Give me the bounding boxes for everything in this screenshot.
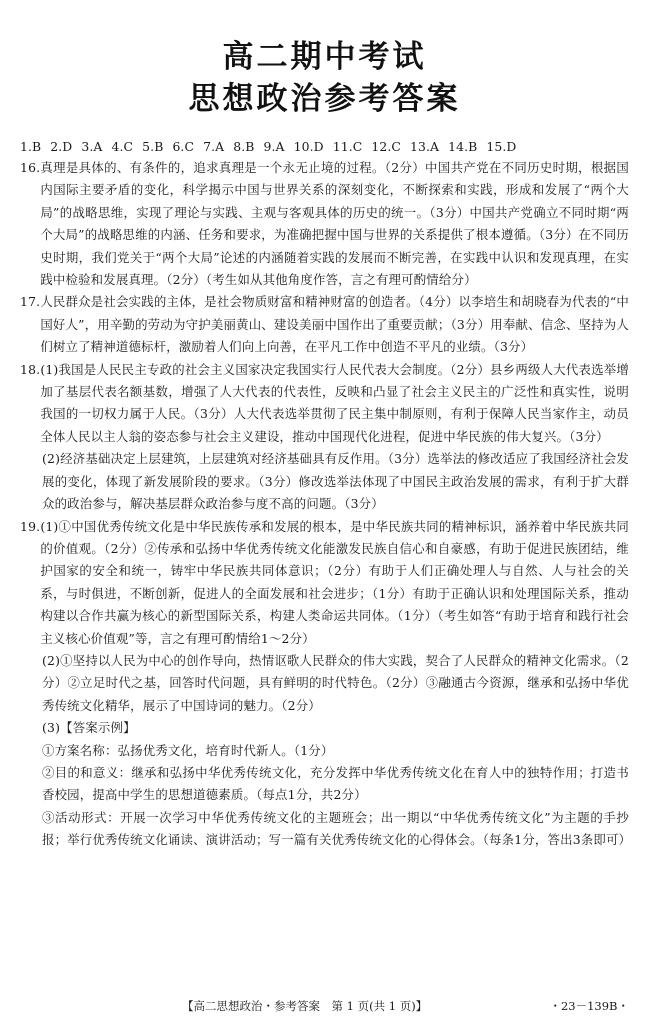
choice-answer: 11.C bbox=[332, 139, 363, 154]
question-19-part1: (1)①中国优秀传统文化是中华民族传承和发展的根本，是中华民族共同的精神标识，涵养着中华民族共同的价值观。（2分）②传承和弘扬中华优秀传统文化能激发民族自信心和自豪感，有助于促进民族团结，维护国家的安全和统一，铸牢中华民族共同体意识；（2分）有助于人们正确处理人与自然、人与社会的关系，与时俱进，不断创新，促进人的全面发展和社会进步；（1分）有助于正确认识和处理国际关系，推动构建以合作共赢为核心的新型国际关系，构建人类命运共同体。（1分）（考生如答“有助于培育和践行社会主义核心价值观”等，言之有理可酌情给1～2分） bbox=[40, 518, 629, 646]
question-17-answer: 人民群众是社会实践的主体，是社会物质财富和精神财富的创造者。（4分）以李培生和胡晓春为代表的“中国好人”，用辛勤的劳动为守护美丽黄山、建设美丽中国作出了重要贡献；（3分）用奉献、信念、坚持为人们树立了精神道德标杆，激励着人们向上向善，在平凡工作中创造不平凡的业绩。（3分） bbox=[40, 294, 629, 355]
choice-answer: 1.B bbox=[20, 139, 42, 154]
choice-answer: 8.B bbox=[233, 139, 255, 154]
choice-answer: 3.A bbox=[81, 139, 103, 154]
question-19-item1: ①方案名称：弘扬优秀文化，培育时代新人。（1分） bbox=[42, 742, 334, 758]
question-18-part1: (1)我国是人民民主专政的社会主义国家决定我国实行人民代表大会制度。（2分）县乡两级人大代表选举增加了基层代表名额基数，增强了人大代表的代表性，反映和凸显了社会主义民主的广泛性和真实性，说明我国的一切权力属于人民。（3分）人大代表选举贯彻了民主集中制原则，有利于保障人民当家作主，动员全体人民以主人翁的姿态参与社会主义建设，推动中国现代化进程，促进中华民族的伟大复兴。（3分） bbox=[40, 361, 629, 444]
answer-body bbox=[20, 157, 632, 852]
choice-answer: 9.A bbox=[263, 139, 285, 154]
choice-answer: 5.B bbox=[142, 139, 164, 154]
choice-answer: 15.D bbox=[486, 139, 517, 154]
question-19 bbox=[20, 516, 629, 650]
question-number: 19. bbox=[20, 518, 41, 534]
question-number: 17. bbox=[20, 294, 41, 310]
choice-answer: 2.D bbox=[50, 139, 73, 154]
choice-answer: 10.D bbox=[293, 139, 324, 154]
choice-answer: 6.C bbox=[172, 139, 195, 154]
footer-page-info: 【高二思想政治・参考答案 第 1 页(共 1 页)】 bbox=[182, 999, 428, 1013]
choice-answer: 13.A bbox=[410, 139, 440, 154]
question-18 bbox=[20, 359, 629, 449]
question-19-item2: ②目的和意义：继承和弘扬中华优秀传统文化，充分发挥中华优秀传统文化在育人中的独特作用；打造书香校园，提高中学生的思想道德素质。（每点1分，共2分） bbox=[42, 764, 629, 803]
footer-exam-code: ・23－139B・ bbox=[549, 999, 629, 1013]
choice-answer: 12.C bbox=[371, 139, 401, 154]
question-17 bbox=[20, 291, 629, 358]
question-18-part2: (2)经济基础决定上层建筑，上层建筑对经济基础具有反作用。（3分）选举法的修改适应了我国经济社会发展的变化，体现了新发展阶段的要求。（3分）修改选举法体现了中国民主政治发展的需求，有利于扩大群众的政治参与，解决基层群众政治参与度不高的问题。（3分） bbox=[42, 451, 629, 512]
question-19-item3: ③活动形式：开展一次学习中华优秀传统文化的主题班会；出一期以“中华优秀传统文化”为主题的手抄报；举行优秀传统文化诵读、演讲活动；写一篇有关优秀传统文化的心得体会。（每条1分，答出3条即可） bbox=[42, 809, 632, 848]
title-subject-answers: 思想政治参考答案 bbox=[188, 81, 461, 117]
question-19-part2: (2)①坚持以人民为中心的创作导向，热情讴歌人民群众的伟大实践，契合了人民群众的精神文化需求。（2分）②立足时代之基，回答时代问题，具有鲜明的时代特色。（2分）③融通古今资源，继承和弘扬中华优秀传统文化精华，展示了中国诗词的魅力。（2分） bbox=[42, 652, 629, 713]
choice-answers-row bbox=[20, 137, 629, 157]
choice-answer: 14.B bbox=[448, 139, 478, 154]
question-16-answer: 真理是具体的、有条件的，追求真理是一个永无止境的过程。（2分）中国共产党在不同历史时期，根据国内国际主要矛盾的变化，科学揭示中国与世界关系的深刻变化，不断探索和实践，形成和发展了“两个大局”的战略思维，实现了理论与实践、主观与客观具体的历史的统一。（3分）中国共产党确立不同时期“两个大局”的战略思维的内涵、任务和要求，为准确把握中国与世界的关系提供了根本遵循。（3分）在不同历史时期，我们党关于“两个大局”论述的内涵随着实践的发展而不断完善，在实践中认识和发现真理，在实践中检验和发展真理。（2分）（考生如从其他角度作答，言之有理可酌情给分） bbox=[40, 160, 629, 288]
question-16 bbox=[20, 157, 629, 291]
answer-sheet-page bbox=[0, 36, 653, 1027]
question-number: 18. bbox=[20, 361, 41, 377]
choice-answer: 7.A bbox=[203, 139, 225, 154]
question-19-part3-header: (3)【答案示例】 bbox=[42, 720, 136, 736]
question-number: 16. bbox=[20, 160, 41, 175]
choice-answer: 4.C bbox=[111, 139, 134, 154]
title-exam-name: 高二期中考试 bbox=[222, 39, 427, 75]
